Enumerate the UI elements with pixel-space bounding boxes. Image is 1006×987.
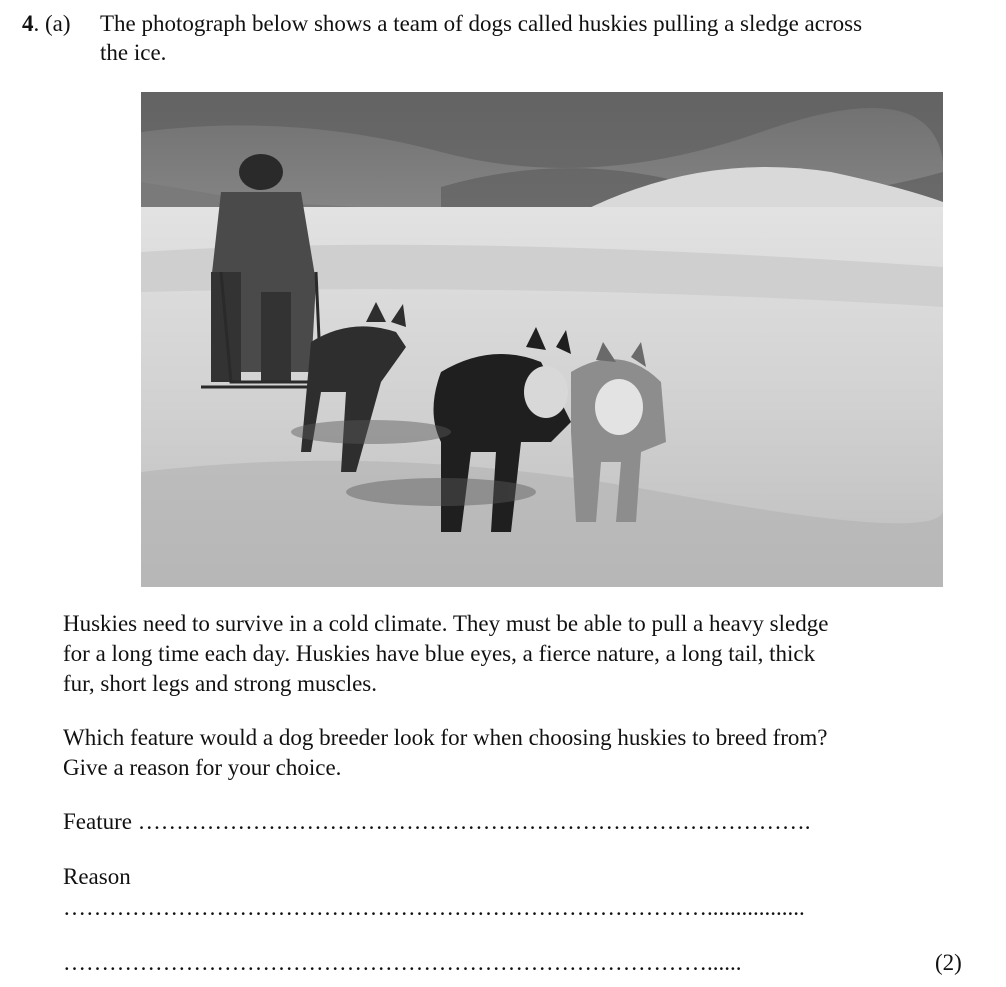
- reason-label: Reason: [63, 864, 131, 889]
- context-line-3: fur, short legs and strong muscles.: [63, 671, 378, 696]
- marks-allocation: (2): [935, 950, 962, 975]
- stem-line-2: the ice.: [100, 40, 167, 65]
- context-line-1: Huskies need to survive in a cold climate. They must be able to pull a heavy sledge: [63, 611, 829, 636]
- prompt-line-2: Give a reason for your choice.: [63, 755, 342, 780]
- stem-line-1: The photograph below shows a team of dogs called huskies pulling a sledge across: [100, 11, 863, 36]
- question-part: . (a): [33, 11, 71, 36]
- feature-answer-row: [63, 807, 810, 837]
- question-number-bold: 4: [22, 11, 34, 36]
- husky-sledge-photo: [141, 92, 943, 587]
- reason-answer-line-1[interactable]: ………………………………………………………………………….................: [63, 895, 805, 920]
- feature-label: Feature: [63, 809, 132, 834]
- husky-photo-image: [141, 92, 943, 587]
- feature-answer-line[interactable]: …………………………………………………………………………….: [137, 809, 811, 834]
- question-prompt: [63, 723, 943, 783]
- reason-answer-line-2[interactable]: …………………………………………………………………………......: [63, 950, 742, 975]
- context-paragraph: [63, 609, 943, 699]
- context-line-2: for a long time each day. Huskies have blue eyes, a fierce nature, a long tail, thick: [63, 641, 816, 666]
- question-stem: [100, 9, 980, 67]
- prompt-line-1: Which feature would a dog breeder look for when choosing huskies to breed from?: [63, 725, 828, 750]
- question-number: [22, 9, 71, 38]
